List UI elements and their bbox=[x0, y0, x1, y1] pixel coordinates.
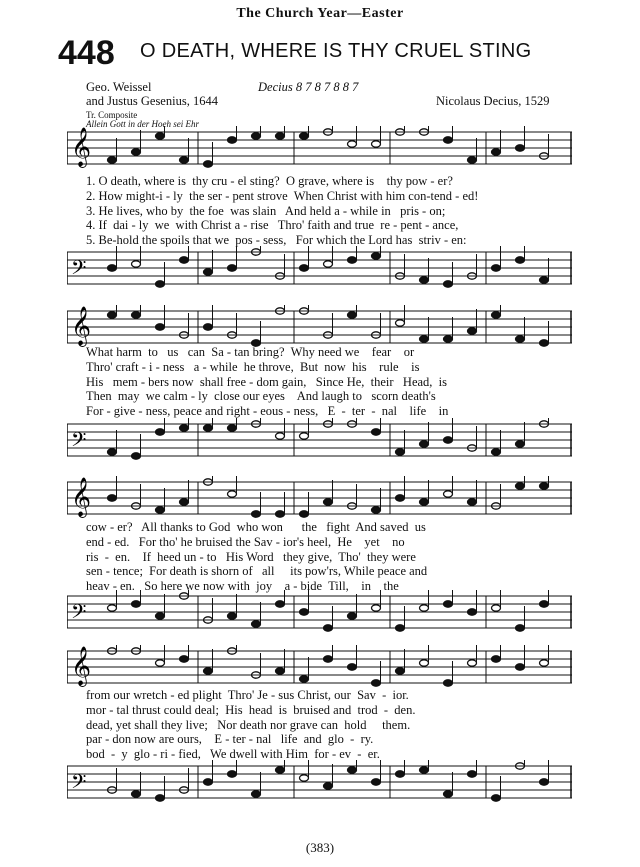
notehead bbox=[444, 601, 453, 607]
notehead bbox=[252, 791, 261, 797]
notehead bbox=[516, 441, 525, 447]
notehead bbox=[372, 429, 381, 435]
notehead bbox=[348, 141, 357, 147]
verse-line: heav - en. So here we now with joy a - bide Till, in the bbox=[86, 579, 399, 594]
notehead bbox=[468, 771, 477, 777]
notehead bbox=[372, 605, 381, 611]
notehead bbox=[444, 680, 453, 686]
notehead bbox=[396, 320, 405, 326]
notehead bbox=[516, 257, 525, 263]
notehead bbox=[300, 133, 309, 139]
notehead bbox=[444, 281, 453, 287]
notehead bbox=[228, 137, 237, 143]
notehead bbox=[396, 668, 405, 674]
verse-line: cow - er? All thanks to God who won the fight And saved us bbox=[86, 520, 426, 534]
notehead bbox=[324, 625, 333, 631]
notehead bbox=[204, 779, 213, 785]
notehead bbox=[276, 511, 285, 517]
notehead bbox=[180, 425, 189, 431]
notehead bbox=[108, 312, 117, 318]
notehead bbox=[228, 425, 237, 431]
notehead bbox=[348, 664, 357, 670]
verse-line: 2. How might-i - ly the ser - pent strove When Christ with him con-tend - ed! bbox=[86, 188, 479, 203]
notehead bbox=[276, 601, 285, 607]
notehead bbox=[204, 324, 213, 330]
notehead bbox=[204, 668, 213, 674]
notehead bbox=[132, 601, 141, 607]
notehead bbox=[132, 149, 141, 155]
verse-line: bod - y glo - ri - fied, We dwell with Him for - ev - er. bbox=[86, 747, 380, 762]
lyrics-system-3 bbox=[86, 520, 586, 594]
notehead bbox=[372, 779, 381, 785]
notehead bbox=[156, 660, 165, 666]
notehead bbox=[156, 133, 165, 139]
notehead bbox=[228, 265, 237, 271]
tune-source: Allein Gott in der Hoeh sei Ehr bbox=[86, 119, 199, 129]
notehead bbox=[420, 277, 429, 283]
notehead bbox=[156, 507, 165, 513]
notehead bbox=[300, 676, 309, 682]
notehead bbox=[540, 601, 549, 607]
notehead bbox=[276, 668, 285, 674]
notehead bbox=[372, 507, 381, 513]
notehead bbox=[516, 664, 525, 670]
notehead bbox=[156, 613, 165, 619]
verse-line: Thro' craft - i - ness a - while he throve, But now his rule is bbox=[86, 359, 420, 374]
notehead bbox=[516, 336, 525, 342]
verse-line: par - don now are ours, E - ter - nal life and glo - ry. bbox=[86, 732, 374, 747]
notehead bbox=[276, 133, 285, 139]
translator: Tr. Composite bbox=[86, 110, 138, 120]
notehead bbox=[516, 483, 525, 489]
treble-clef-icon: 𝄞 bbox=[71, 306, 92, 346]
notehead bbox=[540, 660, 549, 666]
notehead bbox=[204, 269, 213, 275]
verse-line: What harm to us can Sa - tan bring? Why need we fear or bbox=[86, 345, 415, 359]
verse-line: For - give - ness, peace and right - eous - ness, E - ter - nal life in bbox=[86, 404, 449, 419]
bass-staff-3 bbox=[67, 590, 572, 646]
notehead bbox=[252, 133, 261, 139]
notehead bbox=[252, 621, 261, 627]
bass-clef-icon: 𝄢 bbox=[71, 600, 87, 628]
notehead bbox=[180, 257, 189, 263]
author-line-1: Geo. Weissel bbox=[86, 80, 152, 94]
verse-line: 4. If dai - ly we with Christ a - rise Thro' faith and true re - pent - ance, bbox=[86, 218, 459, 233]
verse-line: ris - en. If heed un - to His Word they give, Tho' they were bbox=[86, 549, 416, 564]
page-number: (383) bbox=[305, 840, 335, 855]
bass-clef-icon: 𝄢 bbox=[71, 428, 87, 456]
notehead bbox=[492, 265, 501, 271]
notehead bbox=[540, 277, 549, 283]
notehead bbox=[300, 265, 309, 271]
treble-clef-icon: 𝄞 bbox=[71, 646, 92, 686]
notehead bbox=[468, 157, 477, 163]
notehead bbox=[372, 680, 381, 686]
lyrics-system-4 bbox=[86, 688, 586, 762]
hymn-number: 448 bbox=[58, 34, 115, 72]
notehead bbox=[348, 767, 357, 773]
notehead bbox=[228, 771, 237, 777]
notehead bbox=[444, 491, 453, 497]
notehead bbox=[420, 336, 429, 342]
verse-line: His mem - bers now shall free - dom gain, Since He, their Head, is bbox=[86, 374, 448, 389]
verse-line: sen - tence; For death is shorn of all its pow'rs, While peace and bbox=[86, 564, 428, 579]
treble-clef-icon: 𝄞 bbox=[71, 477, 92, 517]
notehead bbox=[396, 449, 405, 455]
notehead bbox=[540, 483, 549, 489]
bass-clef-icon: 𝄢 bbox=[71, 770, 87, 798]
notehead bbox=[396, 771, 405, 777]
notehead bbox=[468, 660, 477, 666]
notehead bbox=[396, 625, 405, 631]
notehead bbox=[300, 775, 309, 781]
lyrics-system-2 bbox=[86, 345, 586, 419]
notehead bbox=[180, 656, 189, 662]
notehead bbox=[492, 656, 501, 662]
notehead bbox=[132, 261, 141, 267]
verse-line: dead, yet shall they live; Nor death nor grave can hold them. bbox=[86, 717, 411, 732]
verse-line: end - ed. For tho' he bruised the Sav - ior's heel, He yet no bbox=[86, 534, 405, 549]
notehead bbox=[276, 433, 285, 439]
notehead bbox=[444, 336, 453, 342]
verse-line: 1. O death, where is thy cru - el sting? O grave, where is thy pow - er? bbox=[86, 174, 453, 188]
author-line-2: and Justus Gesenius, 1644 bbox=[86, 94, 218, 108]
notehead bbox=[492, 312, 501, 318]
tune-meter: Decius 8 7 8 7 8 8 7 bbox=[258, 80, 359, 94]
verse-line: 5. Be-hold the spoils that we pos - sess, For which the Lord has striv - en: bbox=[86, 233, 467, 248]
verse-line: mor - tal thrust could deal; His head is bruised and trod - den. bbox=[86, 702, 416, 717]
hymn-title: O DEATH, WHERE IS THY CRUEL STING bbox=[140, 40, 532, 62]
notehead bbox=[180, 499, 189, 505]
notehead bbox=[540, 779, 549, 785]
notehead bbox=[324, 783, 333, 789]
notehead bbox=[228, 491, 237, 497]
notehead bbox=[252, 511, 261, 517]
notehead bbox=[108, 449, 117, 455]
notehead bbox=[348, 613, 357, 619]
notehead bbox=[372, 253, 381, 259]
notehead bbox=[444, 791, 453, 797]
notehead bbox=[348, 312, 357, 318]
notehead bbox=[108, 605, 117, 611]
verse-line: Then may we calm - ly close our eyes And laugh to scorn death's bbox=[86, 389, 436, 404]
notehead bbox=[420, 660, 429, 666]
notehead bbox=[300, 511, 309, 517]
notehead bbox=[108, 495, 117, 501]
notehead bbox=[132, 312, 141, 318]
notehead bbox=[156, 324, 165, 330]
notehead bbox=[516, 145, 525, 151]
notehead bbox=[420, 499, 429, 505]
notehead bbox=[396, 495, 405, 501]
notehead bbox=[420, 605, 429, 611]
notehead bbox=[492, 795, 501, 801]
notehead bbox=[276, 767, 285, 773]
bass-staff-2 bbox=[67, 418, 572, 474]
bass-clef-icon: 𝄢 bbox=[71, 256, 87, 284]
notehead bbox=[468, 609, 477, 615]
notehead bbox=[492, 149, 501, 155]
notehead bbox=[156, 795, 165, 801]
notehead bbox=[300, 609, 309, 615]
notehead bbox=[204, 161, 213, 167]
notehead bbox=[492, 449, 501, 455]
lyrics-system-1 bbox=[86, 174, 586, 248]
notehead bbox=[324, 261, 333, 267]
notehead bbox=[324, 656, 333, 662]
notehead bbox=[180, 157, 189, 163]
bass-staff-4 bbox=[67, 760, 572, 816]
notehead bbox=[468, 499, 477, 505]
notehead bbox=[420, 441, 429, 447]
notehead bbox=[204, 425, 213, 431]
bass-staff-1 bbox=[67, 246, 572, 302]
notehead bbox=[132, 791, 141, 797]
notehead bbox=[444, 437, 453, 443]
notehead bbox=[324, 499, 333, 505]
notehead bbox=[468, 328, 477, 334]
notehead bbox=[156, 281, 165, 287]
treble-clef-icon: 𝄞 bbox=[71, 127, 92, 167]
notehead bbox=[300, 433, 309, 439]
notehead bbox=[108, 157, 117, 163]
verse-line: from our wretch - ed plight Thro' Je - sus Christ, our Sav - ior. bbox=[86, 688, 409, 702]
notehead bbox=[228, 613, 237, 619]
notehead bbox=[108, 265, 117, 271]
notehead bbox=[420, 767, 429, 773]
verse-line: 3. He lives, who by the foe was slain And held a - while in pris - on; bbox=[86, 203, 446, 218]
notehead bbox=[444, 137, 453, 143]
notehead bbox=[156, 429, 165, 435]
notehead bbox=[348, 257, 357, 263]
composer: Nicolaus Decius, 1529 bbox=[436, 94, 550, 108]
running-header: The Church Year—Easter bbox=[236, 6, 404, 21]
notehead bbox=[492, 605, 501, 611]
notehead bbox=[516, 625, 525, 631]
notehead bbox=[372, 141, 381, 147]
notehead bbox=[132, 453, 141, 459]
